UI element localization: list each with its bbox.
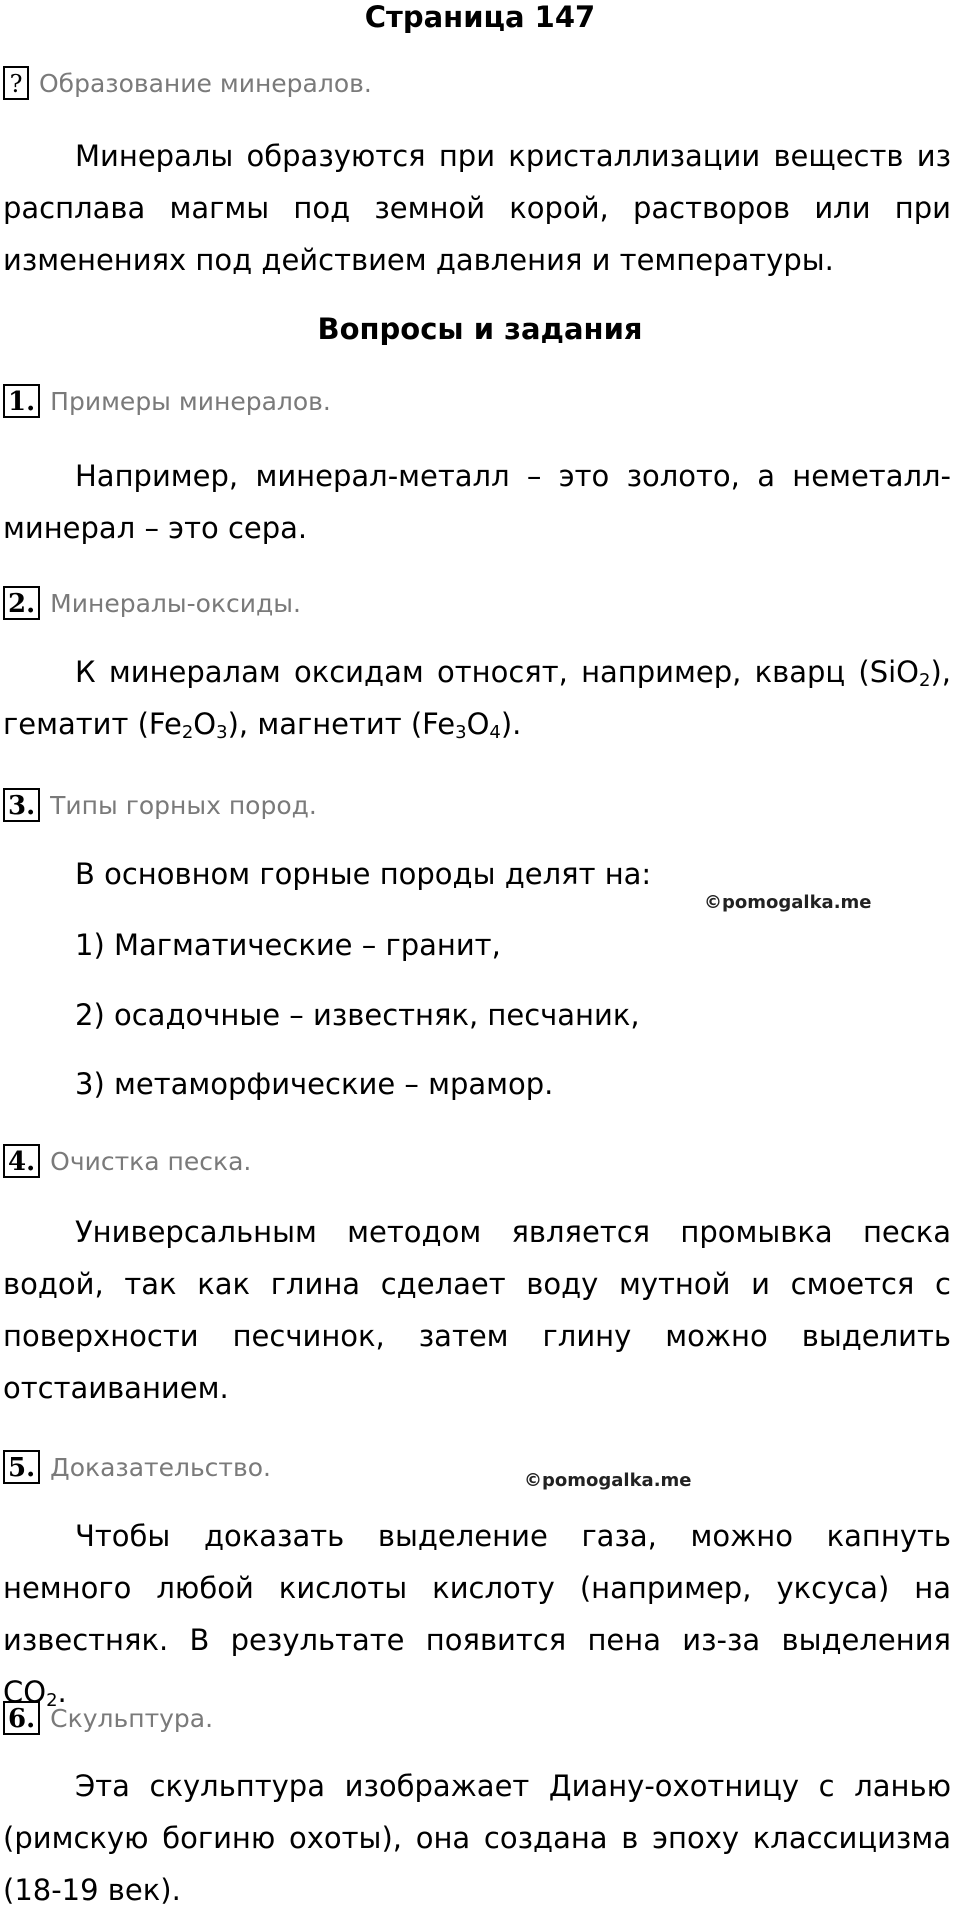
- question-3-line: 3) метаморфические – мрамор.: [75, 1067, 554, 1101]
- question-label: Скульптура.: [50, 1703, 214, 1733]
- intro-question-label: Образование минералов.: [39, 68, 372, 98]
- question-3-row: [3, 785, 317, 825]
- watermark: ©pomogalka.me: [704, 892, 872, 913]
- question-1-row: [3, 381, 331, 421]
- section-heading: Вопросы и задания: [317, 312, 643, 346]
- question-number-box: 1.: [3, 384, 40, 418]
- watermark: ©pomogalka.me: [524, 1470, 692, 1491]
- question-4-row: [3, 1141, 251, 1181]
- question-2-answer: К минералам оксидам относят, например, кварц (SiO$_2$), гематит $(Fe_2O_3)$, магнетит $(Fe_3O_4)$.: [3, 655, 951, 743]
- question-number-box: 2.: [3, 586, 40, 620]
- question-mark-box: ?: [3, 66, 29, 100]
- question-3-line: 1) Магматические – гранит,: [75, 928, 501, 962]
- question-3-line: 2) осадочные – известняк, песчаник,: [75, 998, 640, 1032]
- question-6-answer: Эта скульптура изображает Диану-охотницу с ланью (римскую богиню охоты), она создана в эпоху классицизма (18-19 век).: [3, 1769, 951, 1907]
- question-label: Очистка песка.: [50, 1146, 252, 1176]
- intro-answer-text: Минералы образуются при кристаллизации веществ из расплава магмы под земной корой, растворов или при изменениях под действием давления и температуры.: [3, 139, 951, 277]
- intro-question-row: [3, 63, 372, 103]
- question-2-row: [3, 583, 301, 623]
- question-number-box: 3.: [3, 788, 40, 822]
- question-number-box: 6.: [3, 1701, 40, 1735]
- question-label: Минералы-оксиды.: [50, 588, 301, 618]
- question-label: Примеры минералов.: [50, 386, 331, 416]
- page-title: Страница 147: [364, 0, 596, 34]
- question-number-box: 5.: [3, 1450, 40, 1484]
- question-5-row: [3, 1447, 271, 1487]
- question-number-box: 4.: [3, 1144, 40, 1178]
- question-3-line: В основном горные породы делят на:: [75, 857, 652, 891]
- question-5-answer: Чтобы доказать выделение газа, можно капнуть немного любой кислоты кислоту (например, уксуса) на известняк. В результате появится пена из-за выделения $CO_2$.: [3, 1519, 951, 1711]
- question-6-row: [3, 1698, 213, 1738]
- question-label: Доказательство.: [50, 1452, 271, 1482]
- question-label: Типы горных пород.: [50, 790, 317, 820]
- question-4-answer: Универсальным методом является промывка песка водой, так как глина сделает воду мутной и смоется с поверхности песчинок, затем глину можно выделить отстаиванием.: [3, 1215, 951, 1405]
- question-1-answer: Например, минерал-металл – это золото, а неметалл-минерал – это сера.: [3, 459, 951, 545]
